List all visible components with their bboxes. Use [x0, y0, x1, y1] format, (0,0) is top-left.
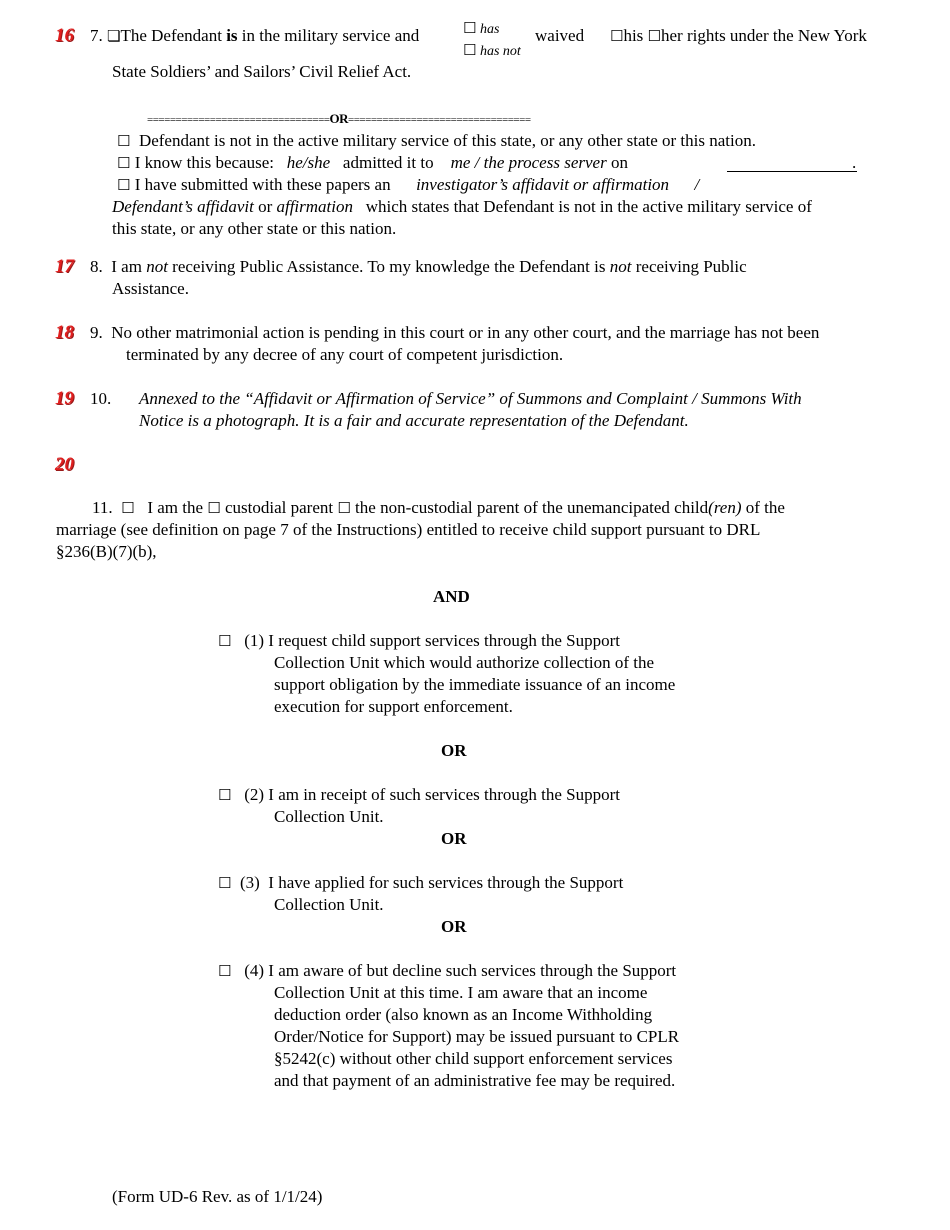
option-1-line-1: ☐ (1) I request child support services through the Support: [218, 631, 621, 650]
option-3-checkbox[interactable]: ☐: [218, 874, 232, 892]
paragraph-9-line-1: 9. No other matrimonial action is pending in this court or in any other court, and the marriage has not been: [90, 323, 820, 342]
option-4-line-6: and that payment of an administrative fee may be required.: [274, 1071, 676, 1090]
paragraph-7-line-1: 7. ❏The Defendant is in the military service and: [90, 26, 420, 45]
paragraph-11-line-2: marriage (see definition on page 7 of the Instructions) entitled to receive child support pursuant to DRL: [56, 520, 761, 539]
option-3-line-1: ☐ (3) I have applied for such services through the Support: [218, 873, 624, 892]
or-heading-3: OR: [441, 917, 467, 936]
paragraph-10-number: 10.: [90, 389, 112, 408]
her-checkbox[interactable]: ☐: [647, 27, 661, 45]
not-in-service-line: ☐ Defendant is not in the active military service of this state, or any other state or this nation.: [117, 131, 756, 150]
i-know-period: .: [852, 153, 857, 172]
i-know-checkbox[interactable]: ☐: [117, 154, 131, 172]
submitted-line: ☐ I have submitted with these papers an investigator’s affidavit or affirmation /: [117, 175, 700, 194]
form-footer: (Form UD-6 Rev. as of 1/1/24): [112, 1187, 323, 1206]
i-know-line: ☐ I know this because: he/she admitted it to me / the process server on: [117, 153, 628, 172]
submitted-checkbox[interactable]: ☐: [117, 176, 131, 194]
paragraph-8-line-1: 8. I am not receiving Public Assistance. To my knowledge the Defendant is not receiving Public: [90, 257, 747, 276]
option-1-line-3: support obligation by the immediate issuance of an income: [274, 675, 676, 694]
paragraph-11-checkbox[interactable]: ☐: [121, 499, 135, 517]
date-blank-field[interactable]: [727, 153, 857, 172]
paragraph-11-line-3: §236(B)(7)(b),: [56, 542, 157, 561]
or-heading-2: OR: [441, 829, 467, 848]
option-4-checkbox[interactable]: ☐: [218, 962, 232, 980]
military-checkbox[interactable]: ❏: [107, 27, 121, 45]
his-checkbox[interactable]: ☐: [610, 27, 624, 45]
paragraph-9-line-2: terminated by any decree of any court of competent jurisdiction.: [126, 345, 564, 364]
option-4-line-4: Order/Notice for Support) may be issued pursuant to CPLR: [274, 1027, 680, 1046]
option-2-line-1: ☐ (2) I am in receipt of such services through the Support: [218, 785, 620, 804]
margin-number-18: 18: [55, 322, 74, 343]
submitted-line-2: Defendant’s affidavit or affirmation which states that Defendant is not in the active military service of: [112, 197, 812, 216]
margin-number-20: 20: [55, 454, 74, 475]
custodial-checkbox[interactable]: ☐: [207, 499, 221, 517]
his-her-options: ☐his ☐her rights under the New York: [610, 26, 867, 45]
submitted-line-3: this state, or any other state or this nation.: [112, 219, 397, 238]
paragraph-8-line-2: Assistance.: [112, 279, 189, 298]
has-not-checkbox[interactable]: ☐: [463, 41, 477, 59]
paragraph-7-number: 7.: [90, 26, 103, 45]
option-4-line-3: deduction order (also known as an Income Withholding: [274, 1005, 653, 1024]
and-heading: AND: [433, 587, 470, 606]
option-2-line-2: Collection Unit.: [274, 807, 384, 826]
has-checkbox[interactable]: ☐: [463, 19, 477, 37]
not-in-service-checkbox[interactable]: ☐: [117, 132, 131, 150]
or-heading-1: OR: [441, 741, 467, 760]
margin-number-16: 16: [55, 25, 74, 46]
option-3-line-2: Collection Unit.: [274, 895, 384, 914]
option-4-line-5: §5242(c) without other child support enforcement services: [274, 1049, 673, 1068]
or-separator: ================================OR================================: [147, 111, 531, 126]
margin-number-17: 17: [55, 256, 74, 277]
has-not-option[interactable]: ☐ has not: [463, 41, 521, 59]
option-1-checkbox[interactable]: ☐: [218, 632, 232, 650]
paragraph-11-line-1: 11. ☐ I am the ☐ custodial parent ☐ the non-custodial parent of the unemancipated child(ren) of the: [92, 498, 785, 517]
non-custodial-checkbox[interactable]: ☐: [337, 499, 351, 517]
option-1-line-2: Collection Unit which would authorize collection of the: [274, 653, 655, 672]
paragraph-7-line-2: State Soldiers’ and Sailors’ Civil Relief Act.: [112, 62, 412, 81]
option-1-line-4: execution for support enforcement.: [274, 697, 513, 716]
option-4-line-1: ☐ (4) I am aware of but decline such services through the Support: [218, 961, 677, 980]
option-4-line-2: Collection Unit at this time. I am aware that an income: [274, 983, 648, 1002]
waived-text: waived: [535, 26, 585, 45]
margin-number-19: 19: [55, 388, 74, 409]
has-option[interactable]: ☐ has: [463, 19, 500, 37]
option-2-checkbox[interactable]: ☐: [218, 786, 232, 804]
paragraph-10-line-1: Annexed to the “Affidavit or Affirmation of Service” of Summons and Complaint / Summons With: [139, 389, 802, 408]
paragraph-10-line-2: Notice is a photograph. It is a fair and accurate representation of the Defendant.: [139, 411, 689, 430]
